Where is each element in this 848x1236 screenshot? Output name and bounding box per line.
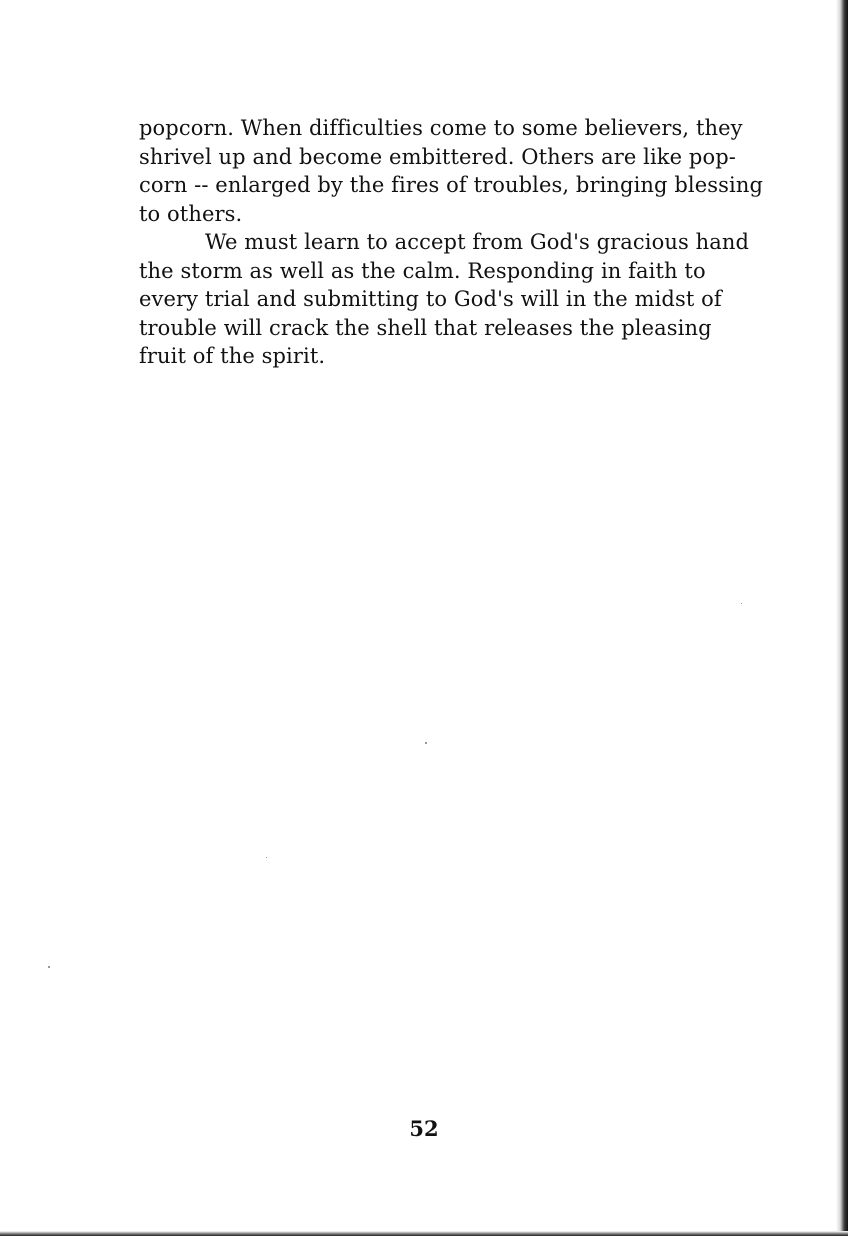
scan-speck [741, 603, 742, 604]
paragraph-1-line-4: to others. [139, 201, 243, 226]
page-edge-shadow-right [836, 0, 848, 1236]
paragraph-2-line-2: the storm as well as the calm. Responding in faith to [139, 258, 706, 283]
paragraph-1-line-1: popcorn. When difficulties come to some believers, they [139, 116, 743, 140]
scan-speck [266, 857, 267, 858]
paragraph-2-line-3: every trial and submitting to God's will in the midst of [139, 287, 722, 311]
page-edge-shadow-bottom [0, 1231, 848, 1236]
page-number: 52 [409, 1116, 439, 1141]
body-text [139, 114, 829, 371]
paragraph-2-line-4: trouble will crack the shell that releases the pleasing [139, 315, 712, 340]
paragraph-1-line-2: shrivel up and become embittered. Others are like pop- [139, 144, 736, 169]
scan-speck [425, 742, 427, 744]
paragraph-1-line-3: corn -- enlarged by the fires of troubles, bringing blessing [139, 173, 763, 197]
paragraph-2-line-1: We must learn to accept from God's gracious hand [205, 230, 750, 254]
scan-speck [48, 966, 50, 968]
paragraph-2-line-5: fruit of the spirit. [139, 344, 326, 368]
